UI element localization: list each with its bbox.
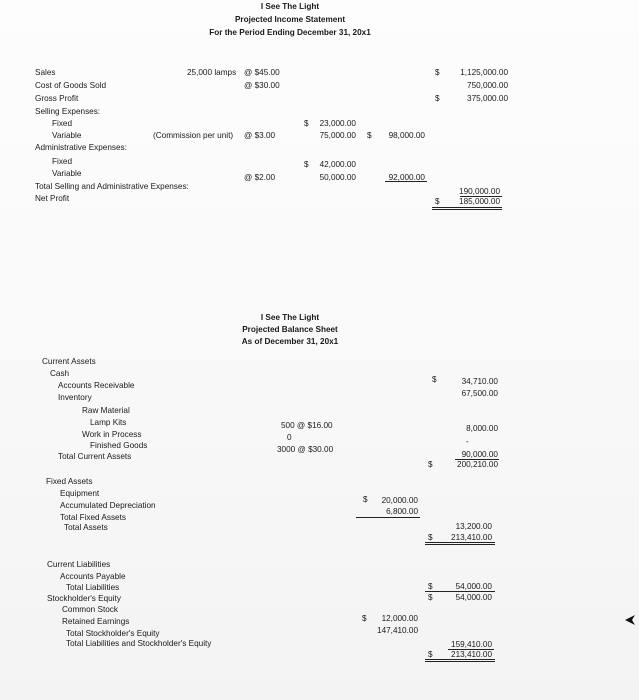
cash-value: 34,710.00 <box>461 377 498 386</box>
sales-total: 1,125,000.00 <box>460 68 508 77</box>
admin-total: 92,000.00 <box>388 173 425 182</box>
gross-profit-label: Gross Profit <box>35 94 79 103</box>
admin-fixed-value: 42,000.00 <box>319 160 356 169</box>
total-current-assets-label: Total Current Assets <box>58 452 132 461</box>
accounts-payable-label: Accounts Payable <box>60 572 126 581</box>
work-in-process-label: Work in Process <box>82 430 142 439</box>
income-period: For the Period Ending December 31, 20x1 <box>209 28 371 37</box>
balance-company: I See The Light <box>260 313 320 322</box>
sales-label: Sales <box>35 68 56 77</box>
total-sa-label: Total Selling and Administrative Expenses: <box>35 182 189 191</box>
raw-material-label: Raw Material <box>82 406 130 415</box>
accounts-payable-value: 54,000.00 <box>455 582 492 591</box>
total-liabilities-label: Total Liabilities <box>66 583 120 592</box>
total-fixed-assets-label: Total Fixed Assets <box>60 513 126 522</box>
selling-fixed-dollar-sign: $ <box>304 119 309 128</box>
total-assets-label: Total Assets <box>64 523 108 532</box>
net-profit-value: 185,000.00 <box>459 197 500 206</box>
retained-earnings-label: Retained Earnings <box>62 617 130 626</box>
cogs-price: @ $30.00 <box>244 81 280 90</box>
total-current-assets-value: 200,210.00 <box>457 460 498 469</box>
admin-total-underline <box>385 181 427 182</box>
cursor-arrow-icon <box>624 614 636 626</box>
equipment-dollar-sign: $ <box>363 495 368 504</box>
accounts-receivable-label: Accounts Receivable <box>58 381 135 390</box>
total-assets-underline-1 <box>425 542 495 543</box>
selling-variable-value: 75,000.00 <box>319 131 356 140</box>
sales-price: @ $45.00 <box>244 68 280 77</box>
income-company: I See The Light <box>260 2 320 11</box>
work-in-process-value: - <box>466 437 469 446</box>
gross-profit-dollar-sign: $ <box>435 94 440 103</box>
selling-fixed-value: 23,000.00 <box>319 119 356 128</box>
total-liabilities-equity-value: 213,410.00 <box>451 650 492 659</box>
accounts-payable-underline <box>425 591 495 592</box>
total-current-assets-dollar-sign: $ <box>428 460 433 469</box>
total-liabilities-equity-dollar-sign: $ <box>428 650 433 659</box>
finished-goods-value: 90,000.00 <box>461 450 498 459</box>
admin-variable-rate: @ $2.00 <box>244 173 276 182</box>
admin-variable-label: Variable <box>52 169 82 178</box>
admin-variable-value: 50,000.00 <box>319 173 356 182</box>
total-fixed-assets-value: 13,200.00 <box>455 522 492 531</box>
total-stockholders-equity-value: 159,410.00 <box>451 640 492 649</box>
total-liabilities-equity-underline-1 <box>425 659 495 660</box>
net-profit-underline-1 <box>432 207 502 208</box>
selling-total: 98,000.00 <box>388 131 425 140</box>
current-liabilities-label: Current Liabilities <box>47 560 111 569</box>
total-liabilities-equity-underline-2 <box>425 661 495 662</box>
cogs-label: Cost of Goods Sold <box>35 81 106 90</box>
common-stock-dollar-sign: $ <box>362 614 367 623</box>
lamp-kits-calc: 500 @ $16.00 <box>281 421 333 430</box>
income-title: Projected Income Statement <box>234 15 346 24</box>
admin-fixed-dollar-sign: $ <box>304 160 309 169</box>
total-liabilities-dollar-sign: $ <box>428 593 433 602</box>
net-profit-label: Net Profit <box>35 194 70 203</box>
selling-total-dollar-sign: $ <box>367 131 372 140</box>
total-liabilities-value: 54,000.00 <box>455 593 492 602</box>
equipment-value: 20,000.00 <box>381 496 418 505</box>
common-stock-label: Common Stock <box>62 605 118 614</box>
total-stockholders-equity-label: Total Stockholder's Equity <box>66 629 160 638</box>
selling-variable-rate: @ $3.00 <box>244 131 276 140</box>
equipment-label: Equipment <box>60 489 100 498</box>
finished-goods-label: Finished Goods <box>90 441 148 450</box>
admin-fixed-label: Fixed <box>52 157 73 166</box>
accumulated-depreciation-label: Accumulated Depreciation <box>60 501 156 510</box>
cash-label: Cash <box>50 369 70 378</box>
stockholders-equity-label: Stockholder's Equity <box>47 594 121 603</box>
lamp-kits-label: Lamp Kits <box>90 418 127 427</box>
common-stock-value: 12,000.00 <box>381 614 418 623</box>
sales-dollar-sign: $ <box>435 68 440 77</box>
net-profit-dollar-sign: $ <box>435 197 440 206</box>
gross-profit-total: 375,000.00 <box>467 94 508 103</box>
accumulated-depreciation-value: 6,800.00 <box>386 507 418 516</box>
total-sa-value: 190,000.00 <box>459 187 500 196</box>
total-liabilities-equity-label: Total Liabilities and Stockholder's Equity <box>66 639 212 648</box>
cash-dollar-sign: $ <box>432 375 437 384</box>
cogs-total: 750,000.00 <box>467 81 508 90</box>
balance-title: Projected Balance Sheet <box>242 325 338 334</box>
accounts-receivable-value: 67,500.00 <box>461 389 498 398</box>
fixed-assets-label: Fixed Assets <box>46 477 93 486</box>
lamp-kits-value: 8,000.00 <box>466 424 498 433</box>
finished-goods-calc: 3000 @ $30.00 <box>277 445 334 454</box>
retained-earnings-value: 147,410.00 <box>377 626 418 635</box>
inventory-label: Inventory <box>58 393 92 402</box>
total-assets-value: 213,410.00 <box>451 533 492 542</box>
work-in-process-calc: 0 <box>287 433 292 442</box>
total-assets-dollar-sign: $ <box>428 533 433 542</box>
sales-units: 25,000 lamps <box>187 68 237 77</box>
accumulated-depreciation-underline <box>356 517 420 518</box>
net-profit-underline-2 <box>432 209 502 210</box>
selling-expenses-label: Selling Expenses: <box>35 107 101 116</box>
admin-expenses-label: Administrative Expenses: <box>35 143 127 152</box>
total-assets-underline-2 <box>425 544 495 545</box>
balance-date: As of December 31, 20x1 <box>241 337 339 346</box>
accounts-payable-dollar-sign: $ <box>428 582 433 591</box>
current-assets-label: Current Assets <box>42 357 96 366</box>
selling-variable-note: (Commission per unit) <box>153 131 234 140</box>
selling-fixed-label: Fixed <box>52 119 73 128</box>
selling-variable-label: Variable <box>52 131 82 140</box>
